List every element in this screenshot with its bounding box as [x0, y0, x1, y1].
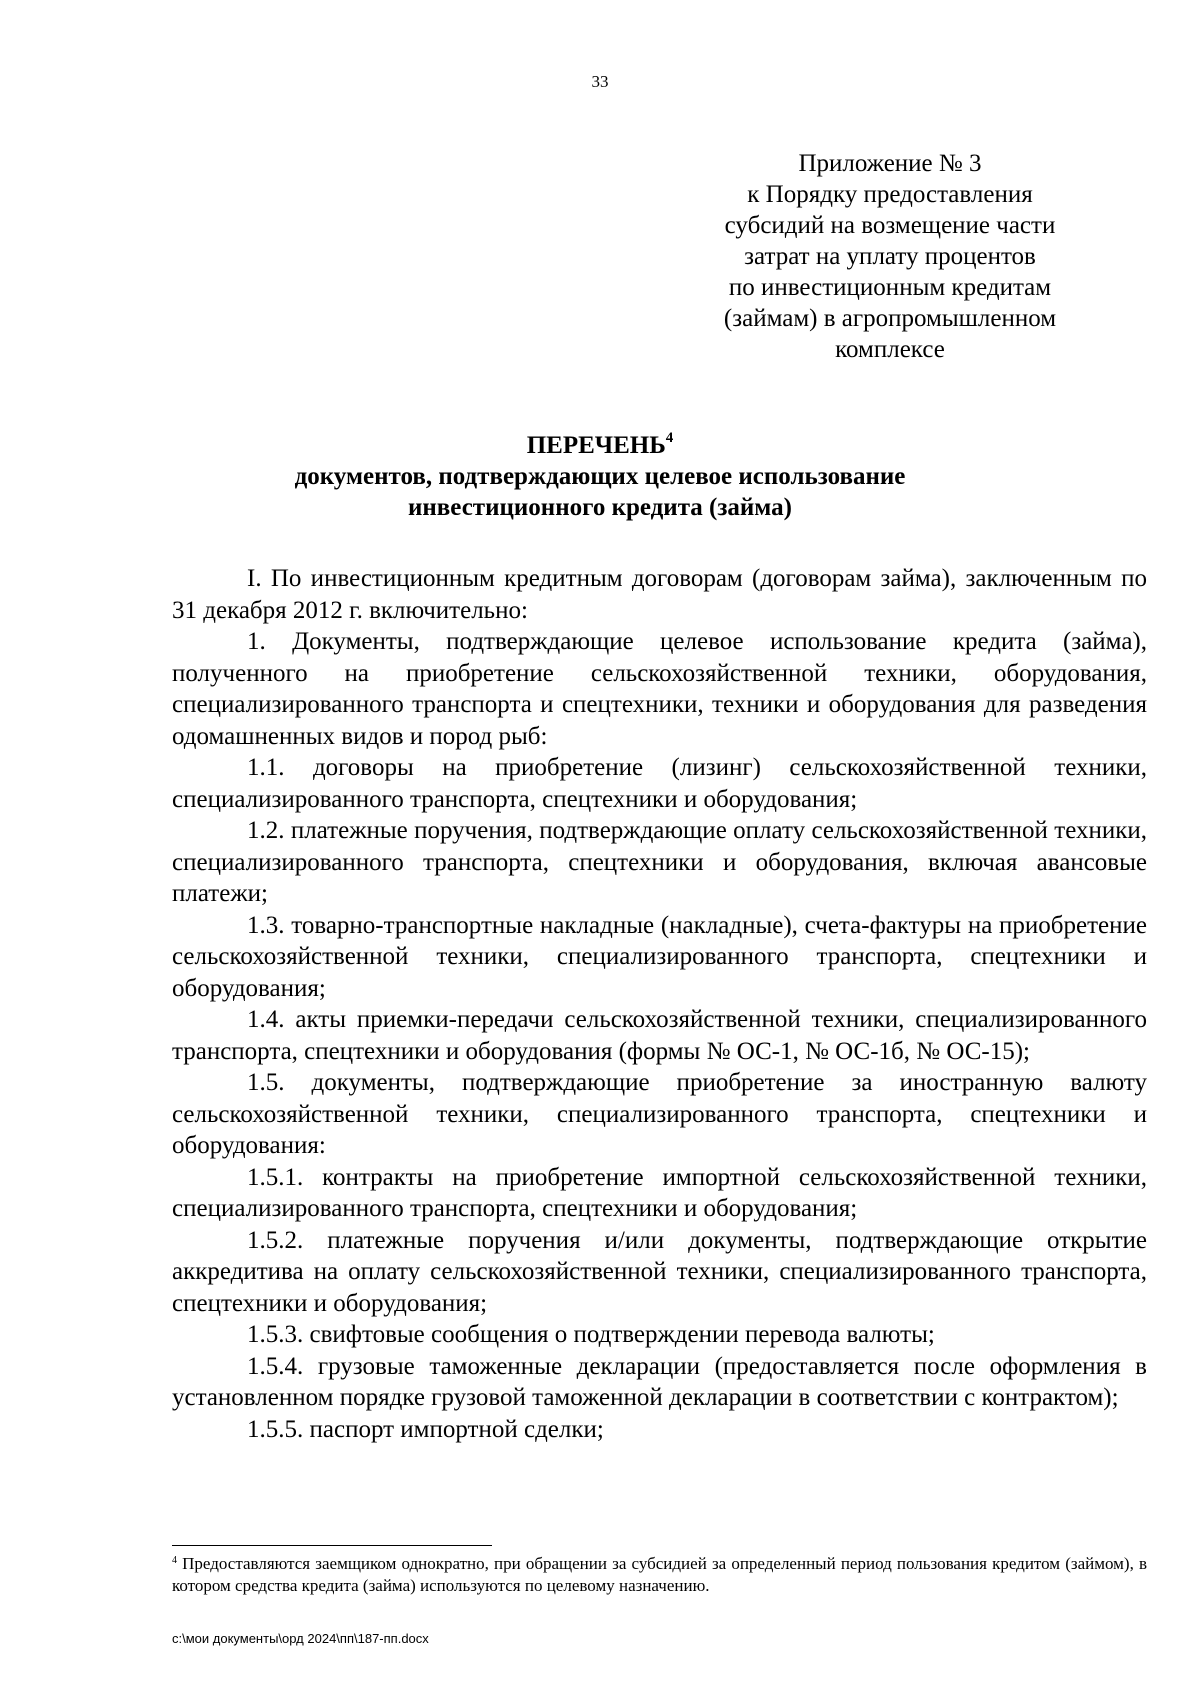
title-main-text: ПЕРЕЧЕНЬ [526, 432, 666, 459]
list-item-paragraph: 1.5.4. грузовые таможенные декларации (предоставляется после оформления в установленном порядке грузовой таможенной декларации в соответствии с контрактом); [172, 1352, 1147, 1411]
appendix-line: затрат на уплату процентов [744, 243, 1036, 270]
list-item-paragraph: 1.1. договоры на приобретение (лизинг) сельскохозяйственной техники, специализированного транспорта, спецтехники и оборудования; [172, 754, 1147, 813]
footnote-mark: 4 [172, 1555, 177, 1566]
document-body [172, 563, 1147, 1445]
list-item-paragraph: 1.3. товарно-транспортные накладные (накладные), счета-фактуры на приобретение сельскохозяйственной техники, специализированного транспорта, спецтехники и оборудования; [172, 911, 1147, 1002]
appendix-line: субсидий на возмещение части [724, 212, 1056, 239]
footnote-divider [172, 1545, 492, 1546]
list-item-paragraph: 1.5.1. контракты на приобретение импортной сельскохозяйственной техники, специализированного транспорта, спецтехники и оборудования; [172, 1163, 1147, 1222]
title-footnote-mark: 4 [665, 430, 674, 446]
appendix-header [680, 148, 1100, 365]
list-item-paragraph: 1.5.5. паспорт импортной сделки; [247, 1415, 604, 1443]
appendix-line: Приложение № 3 [798, 150, 982, 177]
list-item-paragraph: 1.5.2. платежные поручения и/или документы, подтверждающие открытие аккредитива на оплату сельскохозяйственной техники, специализированного транспорта, спецтехники и оборудования; [172, 1226, 1147, 1317]
list-item-paragraph: 1.4. акты приемки-передачи сельскохозяйственной техники, специализированного транспорта, спецтехники и оборудования (формы № ОС-1, № ОС-1б, № ОС-15); [172, 1006, 1147, 1065]
file-path-footer: c:\мои документы\орд 2024\пп\187-пп.docx [172, 1631, 429, 1646]
list-item-paragraph: 1.5.3. свифтовые сообщения о подтверждении перевода валюты; [247, 1321, 935, 1348]
appendix-line: по инвестиционным кредитам [728, 274, 1052, 301]
appendix-line: (займам) в агропромышленном [723, 305, 1057, 332]
section-heading-paragraph: I. По инвестиционным кредитным договорам (договорам займа), заключенным по 31 декабря 2012 г. включительно: [172, 565, 1147, 624]
list-item-paragraph: 1.5. документы, подтверждающие приобретение за иностранную валюту сельскохозяйственной техники, специализированного транспорта, спецтехники и оборудования: [172, 1069, 1147, 1159]
page-number: 33 [591, 72, 609, 91]
title-subtitle-line: документов, подтверждающих целевое использование [294, 463, 906, 490]
title-subtitle-line: инвестиционного кредита (займа) [407, 494, 792, 521]
list-item-paragraph: 1. Документы, подтверждающие целевое использование кредита (займа), полученного на приобретение сельскохозяйственной техники, оборудования, специализированного транспорта и спецтехники, техники и оборудования для разведения одомашненных видов и пород рыб: [172, 628, 1147, 750]
appendix-line: к Порядку предоставления [747, 181, 1033, 208]
list-item-paragraph: 1.2. платежные поручения, подтверждающие оплату сельскохозяйственной техники, специализированного транспорта, спецтехники и оборудования, включая авансовые платежи; [172, 817, 1147, 907]
document-title [0, 430, 1200, 523]
title-main [0, 430, 1200, 461]
appendix-line: комплексе [835, 336, 945, 363]
footnote-text: Предоставляются заемщиком однократно, при обращении за субсидией за определенный период пользования кредитом (займом), в котором средства кредита (займа) используются по целевому назначению. [172, 1554, 1147, 1595]
footnote [172, 1553, 1147, 1597]
